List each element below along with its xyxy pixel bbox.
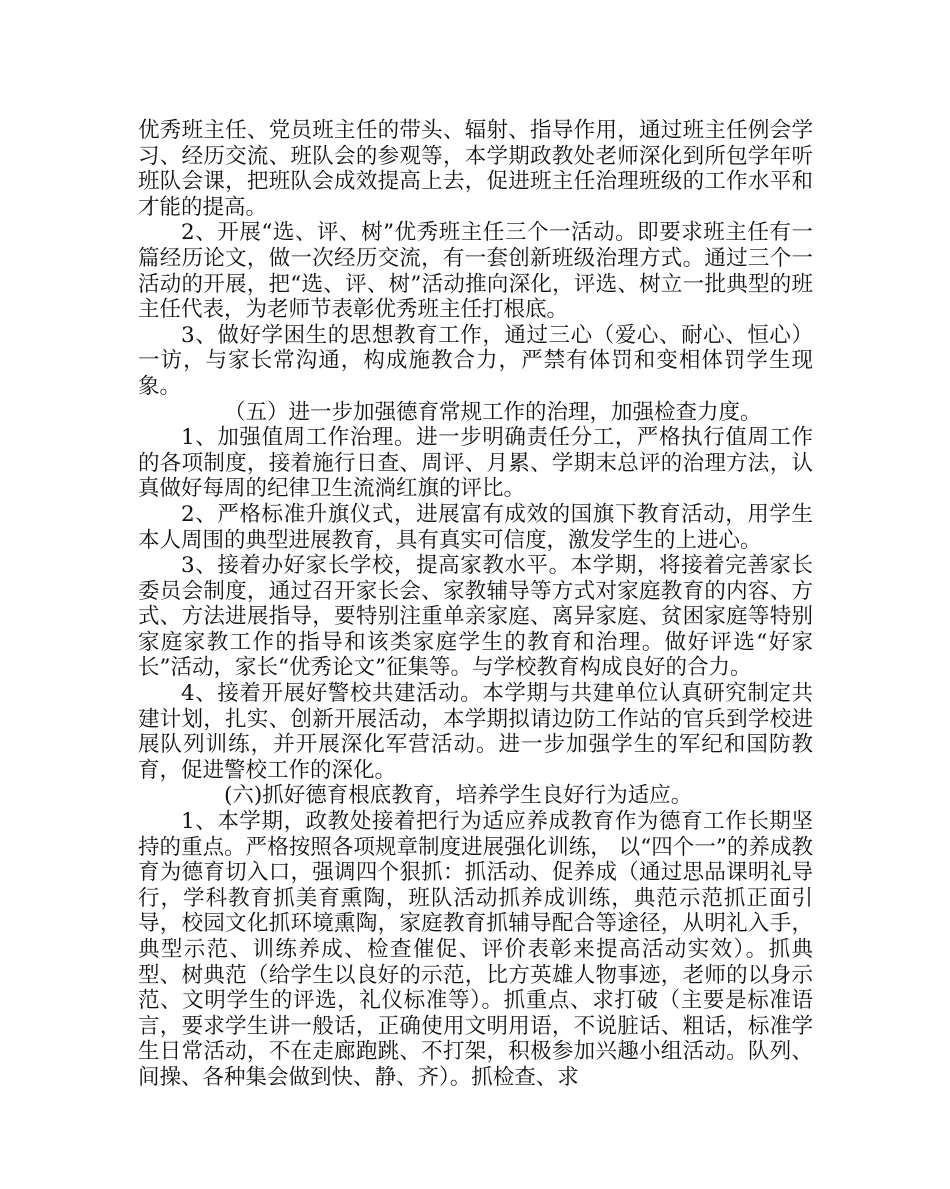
paragraph-continuation: 优秀班主任、党员班主任的带头、辐射、指导作用，通过班主任例会学习、经历交流、班队会的参观等，本学期政教处老师深化到所包学年听班队会课，把班队会成效提高上去，促进班主任治理班级的工作水平和才能的提高。 xyxy=(138,118,813,220)
document-page xyxy=(138,118,813,1091)
paragraph-section5-item-1: 1、加强值周工作治理。进一步明确责任分工，严格执行值周工作的各项制度，接着施行日查、周评、月累、学期末总评的治理方法，认真做好每周的纪律卫生流淌红旗的评比。 xyxy=(138,425,813,502)
paragraph-section5-item-2: 2、严格标准升旗仪式，进展富有成效的国旗下教育活动，用学生本人周围的典型进展教育，具有真实可信度，激发学生的上进心。 xyxy=(138,501,813,553)
paragraph-section5-item-4: 4、接着开展好警校共建活动。本学期与共建单位认真研究制定共建计划，扎实、创新开展活动，本学期拟请边防工作站的官兵到学校进展队列训练，并开展深化军营活动。进一步加强学生的军纪和国防教育，促进警校工作的深化。 xyxy=(138,681,813,783)
section-heading-6: (六)抓好德育根底教育，培养学生良好行为适应。 xyxy=(224,783,693,809)
paragraph-section5-item-3: 3、接着办好家长学校，提高家教水平。本学期，将接着完善家长委员会制度，通过召开家长会、家教辅导等方式对家庭教育的内容、方式、方法进展指导，要特别注重单亲家庭、离异家庭、贫困家庭等特别家庭家教工作的指导和该类家庭学生的教育和治理。做好评选“好家长”活动，家长“优秀论文”征集等。与学校教育构成良好的合力。 xyxy=(138,553,813,681)
paragraph-item-2: 2、开展“选、评、树”优秀班主任三个一活动。即要求班主任有一篇经历论文，做一次经历交流，有一套创新班级治理方式。通过三个一活动的开展，把“选、评、树”活动推向深化，评选、树立一批典型的班主任代表，为老师节表彰优秀班主任打根底。 xyxy=(138,220,813,323)
section-heading-5: （五）进一步加强德育常规工作的治理，加强检查力度。 xyxy=(224,399,762,425)
paragraph-section6-item-1: 1、本学期，政教处接着把行为适应养成教育作为德育工作长期坚持的重点。严格按照各项规章制度进展强化训练， 以“四个一”的养成教育为德育切入口，强调四个狠抓：抓活动、促养成（通过思品课明礼导行，学科教育抓美育熏陶，班队活动抓养成训练，典范示范抓正面引导，校园文化抓环境熏陶，家庭教育抓辅导配合等途径，从明礼入手，典型示范、训练养成、检查催促、评价表彰来提高活动实效）。抓典型、树典范（给学生以良好的示范，比方英雄人物事迹，老师的以身示范、文明学生的评选，礼仪标准等）。抓重点、求打破（主要是标准语言，要求学生讲一般话，正确使用文明用语，不说脏话、粗话，标准学生日常活动，不在走廊跑跳、不打架，积极参加兴趣小组活动。队列、间操、各种集会做到快、静、齐）。抓检查、求 xyxy=(138,809,813,1090)
paragraph-item-3: 3、做好学困生的思想教育工作，通过三心（爱心、耐心、恒心）一访，与家长常沟通，构成施教合力，严禁有体罚和变相体罚学生现象。 xyxy=(138,322,813,399)
